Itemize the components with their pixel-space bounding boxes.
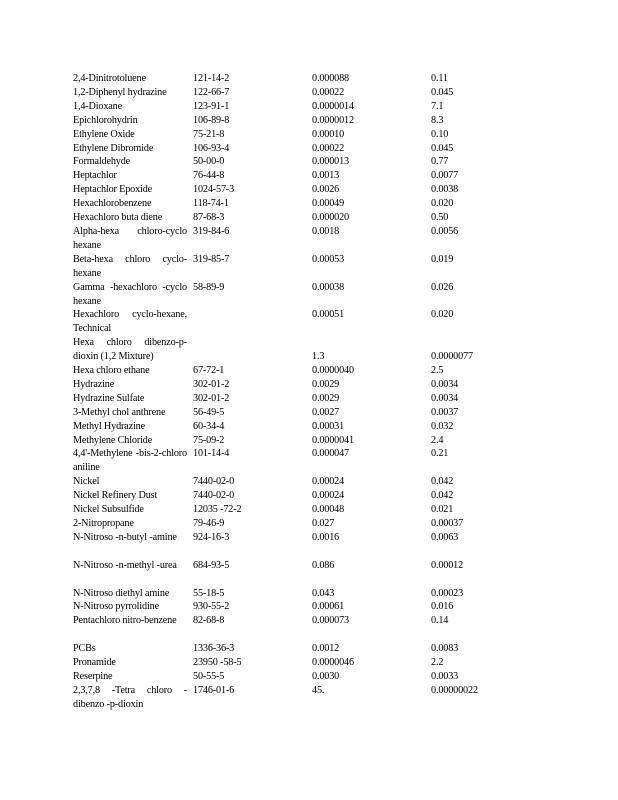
table-row: [73, 308, 573, 336]
value-1: 0.00024: [312, 476, 345, 488]
value-2: 2.2: [431, 657, 444, 669]
cas-number: 106-89-8: [193, 114, 230, 126]
chemical-name: Epichlorohydrin: [73, 114, 138, 126]
chemical-name: N-Nitroso pyrrolidine: [73, 601, 159, 613]
table-row: [73, 420, 573, 434]
value-2: 0.0037: [431, 406, 459, 418]
cas-number: 1024-57-3: [193, 184, 235, 196]
chemical-name: Nickel: [73, 476, 100, 488]
table-row: [73, 72, 573, 86]
cas-number: 75-09-2: [193, 434, 225, 446]
cas-number: 1746-01-6: [193, 684, 235, 696]
chemical-name: 2,4-Dinitrotoluene: [73, 73, 146, 84]
chemical-name: Hydrazine: [73, 378, 115, 390]
value-2: 0.0034: [431, 378, 459, 390]
table-row: [73, 86, 573, 100]
cas-number: 56-49-5: [193, 406, 225, 418]
table-row: [73, 559, 573, 587]
chemical-name: Nickel Refinery Dust: [73, 490, 158, 502]
table-row: [73, 392, 573, 406]
table-row: [73, 503, 573, 517]
table-row: [73, 253, 573, 281]
chemical-name: Hexachloro cyclo-hexane, Technical: [73, 309, 187, 335]
cas-number: 82-68-8: [193, 615, 225, 627]
cas-number: 122-66-7: [193, 86, 230, 98]
table-row: [73, 128, 573, 142]
cas-number: 7440-02-0: [193, 476, 235, 488]
table-row: [73, 670, 573, 684]
value-2: 0.0056: [431, 225, 459, 237]
cas-number: [193, 308, 312, 336]
chemical-name: Methyl Hydrazine: [73, 420, 146, 432]
value-2: 0.045: [431, 86, 454, 98]
cas-number: 930-55-2: [193, 601, 230, 613]
cas-number: 1336-36-3: [193, 643, 235, 655]
value-1: 0.00031: [312, 420, 345, 432]
value-1: 0.0000012: [312, 114, 354, 126]
cas-number: 50-55-5: [193, 670, 225, 682]
value-2: 0.00012: [431, 559, 464, 571]
cas-number: 684-93-5: [193, 559, 230, 571]
value-2: 0.50: [431, 212, 449, 224]
cas-number: 50-00-0: [193, 156, 225, 168]
cas-number: 76-44-8: [193, 170, 225, 182]
value-1: 0.000013: [312, 156, 350, 168]
cas-number: 12035 -72-2: [193, 504, 242, 516]
value-2: 0.00023: [431, 587, 464, 599]
value-1: 0.00048: [312, 504, 345, 516]
cas-number: 302-01-2: [193, 392, 230, 404]
chemical-name: Heptachlor: [73, 170, 117, 182]
value-1: 0.000088: [312, 73, 350, 84]
table-row: [73, 517, 573, 531]
value-2: 0.00000022: [431, 684, 478, 696]
value-1: 0.0012: [312, 643, 340, 655]
chemical-name: 3-Methyl chol anthrene: [73, 406, 166, 418]
cas-number: 302-01-2: [193, 378, 230, 390]
table-row: [73, 225, 573, 253]
table-row: [73, 587, 573, 601]
value-2: 0.21: [431, 448, 449, 460]
value-1: 0.000073: [312, 615, 350, 627]
value-2: 0.045: [431, 142, 454, 154]
table-row: [73, 684, 573, 712]
cas-number: 924-16-3: [193, 531, 230, 543]
value-2: 0.016: [431, 601, 454, 613]
value-2: 0.026: [431, 281, 454, 293]
chemical-name: PCBs: [73, 643, 96, 655]
cas-number: 101-14-4: [193, 448, 230, 460]
value-1: 0.00024: [312, 490, 345, 502]
value-2: 0.0083: [431, 643, 459, 655]
table-row: [73, 169, 573, 183]
table-row: [73, 642, 573, 656]
table-row: [73, 197, 573, 211]
value-2: 0.020: [431, 309, 454, 321]
value-2: 0.019: [431, 253, 454, 265]
value-2: 8.3: [431, 114, 444, 126]
chemical-name: N-Nitroso diethyl amine: [73, 587, 170, 599]
table-row: [73, 531, 573, 559]
table-row: [73, 434, 573, 448]
table-row: [73, 614, 573, 642]
table-row: [73, 447, 573, 475]
table-row: [73, 336, 573, 364]
chemical-name: 2,3,7,8 -Tetra chloro -dibenzo -p-dioxin: [73, 684, 187, 710]
value-2: 0.042: [431, 490, 454, 502]
chemical-name: Pentachloro nitro-benzene: [73, 615, 177, 627]
value-2: 0.00037: [431, 518, 464, 529]
value-1: 0.000020: [312, 212, 350, 224]
value-2: 7.1: [431, 100, 444, 112]
chemical-name: N-Nitroso -n-butyl -amine: [73, 531, 177, 543]
chemical-name: Formaldehyde: [73, 156, 131, 168]
chemical-table: [73, 72, 573, 712]
value-1: 0.00053: [312, 253, 345, 265]
cas-number: 60-34-4: [193, 420, 225, 432]
table-row: [73, 142, 573, 156]
value-2: 0.0034: [431, 392, 459, 404]
value-2: 2.5: [431, 365, 444, 377]
chemical-name: Hexa chloro dibenzo-p-dioxin (1,2 Mixture): [73, 337, 187, 363]
cas-number: 123-91-1: [193, 100, 230, 112]
value-1: 0.0029: [312, 392, 340, 404]
value-1: 0.043: [312, 587, 335, 599]
chemical-name: 2-Nitropropane: [73, 518, 134, 529]
value-1: 0.00010: [312, 128, 345, 140]
table-row: [73, 100, 573, 114]
value-2: 0.0038: [431, 184, 459, 196]
value-1: 0.0013: [312, 170, 340, 182]
value-2: 0.020: [431, 198, 454, 210]
chemical-name: Hydrazine Sulfate: [73, 392, 145, 404]
chemical-name: Beta-hexa chloro cyclo-hexane: [73, 253, 187, 279]
chemical-name: N-Nitroso -n-methyl -urea: [73, 559, 177, 571]
chemical-name: 1,2-Diphenyl hydrazine: [73, 86, 167, 98]
value-1: 0.0016: [312, 531, 340, 543]
chemical-name: Hexa chloro ethane: [73, 365, 150, 377]
value-1: 0.00049: [312, 198, 345, 210]
cas-number: 87-68-3: [193, 212, 225, 224]
value-1: 0.00051: [312, 309, 345, 321]
chemical-name: Pronamide: [73, 657, 116, 669]
chemical-name: Hexachlorobenzene: [73, 198, 152, 210]
value-1: 0.00038: [312, 281, 345, 293]
value-2: 0.11: [431, 73, 448, 84]
value-1: 0.0026: [312, 184, 340, 196]
cas-number: [193, 336, 312, 364]
cas-number: 106-93-4: [193, 142, 230, 154]
table-row: [73, 600, 573, 614]
value-1: 0.00022: [312, 142, 345, 154]
value-1: 0.0000046: [312, 657, 354, 669]
cas-number: 319-85-7: [193, 253, 230, 265]
value-2: 0.032: [431, 420, 454, 432]
chemical-name: Gamma -hexachloro -cyclo hexane: [73, 281, 187, 307]
value-2: 0.77: [431, 156, 449, 168]
chemical-name: 4,4'-Methylene -bis-2-chloro aniline: [73, 448, 187, 474]
cas-number: 23950 -58-5: [193, 657, 242, 669]
value-1: 0.0029: [312, 378, 340, 390]
table-row: [73, 475, 573, 489]
chemical-name: Ethylene Oxide: [73, 128, 135, 140]
table-row: [73, 211, 573, 225]
cas-number: 55-18-5: [193, 587, 225, 599]
value-2: 0.0000077: [431, 351, 473, 363]
value-1: 0.0000040: [312, 365, 354, 377]
chemical-name: Nickel Subsulfide: [73, 504, 144, 516]
table-row: [73, 378, 573, 392]
cas-number: 118-74-1: [193, 198, 229, 210]
cas-number: 121-14-2: [193, 73, 230, 84]
table-row: [73, 406, 573, 420]
value-1: 0.00061: [312, 601, 345, 613]
value-2: 0.042: [431, 476, 454, 488]
value-1: 0.00022: [312, 86, 345, 98]
chemical-name: Heptachlor Epoxide: [73, 184, 153, 196]
cas-number: 58-89-9: [193, 281, 225, 293]
chemical-name: Ethylene Dibromide: [73, 142, 154, 154]
chemical-name: 1,4-Dioxane: [73, 100, 122, 112]
value-1: 0.027: [312, 518, 335, 529]
value-1: 0.0018: [312, 225, 340, 237]
chemical-name: Hexachloro buta diene: [73, 212, 163, 224]
value-1: 0.0030: [312, 670, 340, 682]
value-2: 0.021: [431, 504, 454, 516]
value-1: 0.0000014: [312, 100, 354, 112]
value-1: 0.086: [312, 559, 335, 571]
value-1: 45.: [312, 684, 325, 696]
value-2: 0.0033: [431, 670, 459, 682]
cas-number: 67-72-1: [193, 365, 225, 377]
table-row: [73, 114, 573, 128]
table-row: [73, 183, 573, 197]
value-2: 0.0077: [431, 170, 459, 182]
value-2: 0.10: [431, 128, 449, 140]
cas-number: 75-21-8: [193, 128, 225, 140]
table-row: [73, 364, 573, 378]
value-2: 2.4: [431, 434, 444, 446]
chemical-name: Methylene Chloride: [73, 434, 153, 446]
value-1: [312, 336, 431, 364]
table-row: [73, 489, 573, 503]
cas-number: 319-84-6: [193, 225, 230, 237]
cas-number: 79-46-9: [193, 518, 225, 529]
cas-number: 7440-02-0: [193, 490, 235, 502]
value-2: 0.14: [431, 615, 449, 627]
value-2: 0.0063: [431, 531, 459, 543]
value-1-text: 1.3: [312, 351, 325, 363]
table-row: [73, 281, 573, 309]
table-row: [73, 656, 573, 670]
value-1: 0.0000041: [312, 434, 354, 446]
table-row: [73, 155, 573, 169]
chemical-name: Reserpine: [73, 670, 113, 682]
chemical-name: Alpha-hexa chloro-cyclo hexane: [73, 225, 187, 251]
value-1: 0.000047: [312, 448, 350, 460]
value-1: 0.0027: [312, 406, 340, 418]
